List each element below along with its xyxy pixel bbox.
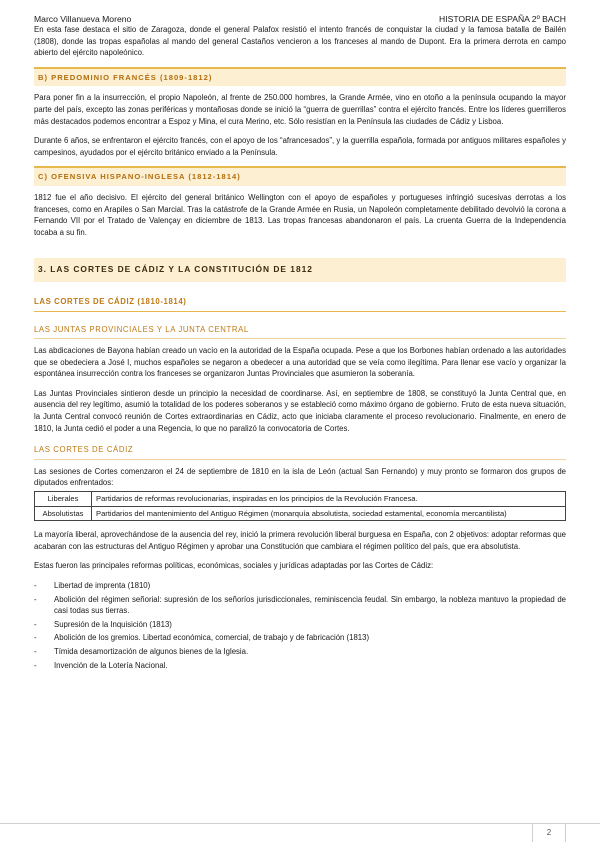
document-body: [34, 24, 566, 673]
description-cell: Partidarios de reformas revolucionarias, inspiradas en los principios de la Revolución Francesa.: [92, 492, 566, 507]
page-footer-rule: [0, 823, 600, 838]
intro-paragraph: En esta fase destaca el sitio de Zaragoza, donde el general Palafox resistió el intento francés de conquistar la ciudad y la famosa batalla de Bailén (1808), donde las tropas españolas al mando del general Castaños vencieron a los franceses al mando de Dupont. Era la primera derrota en campo abierto del ejército napoleónico.: [34, 25, 566, 58]
section-heading-c: C) OFENSIVA HISPANO-INGLESA (1812-1814): [34, 166, 566, 186]
deputies-table: [34, 491, 566, 521]
chapter-heading: 3. LAS CORTES DE CÁDIZ Y LA CONSTITUCIÓN DE 1812: [34, 258, 566, 282]
paragraph: Las abdicaciones de Bayona habían creado un vacío en la autoridad de la España ocupada. Pese a que los Borbones habían ordenado a las autoridades que se obedeciera a José I, muchos españoles se negaron a obedecer a una autoridad que se veía como ilegítima. Para llenar ese vacío y organizar la espontánea insurrección contra los franceses se organizaron Juntas Provinciales que asumieron la soberanía.: [34, 346, 566, 379]
group-cell: Absolutistas: [35, 506, 92, 521]
paragraph: 1812 fue el año decisivo. El ejército del general británico Wellington con el apoyo de españoles y portugueses infringió sucesivas derrotas a los franceses, como en Arapiles o San Marcial. Tras la catástrofe de la Grande Armée en Rusia, un Napoleón completamente debilitado devolvió la corona a Fernando VII por el Tratado de Valençay en diciembre de 1813. Las tropas francesas abandonaron el país. La cruenta Guerra de la Independencia tocaba a su fin.: [34, 192, 566, 237]
description-cell: Partidarios del mantenimiento del Antiguo Régimen (monarquía absolutista, sociedad estamental, economía mercantilista): [92, 506, 566, 521]
list-item: - Tímida desamortización de algunos bienes de la Iglesia.: [34, 646, 566, 658]
paragraph: La mayoría liberal, aprovechándose de la ausencia del rey, inició la primera revolución liberal burguesa en España, con 2 objetivos: adoptar reformas que acabaran con las estructuras del Antiguo Régimen y aprobar una Constitución que cambiara el régimen político del país, que era absolutista.: [34, 530, 566, 551]
section-heading-b: B) PREDOMINIO FRANCÉS (1809-1812): [34, 67, 566, 87]
list-item: - Supresión de la Inquisición (1813): [34, 619, 566, 631]
group-cell: Liberales: [35, 492, 92, 507]
paragraph: Estas fueron las principales reformas políticas, económicas, sociales y jurídicas adaptadas por las Cortes de Cádiz:: [34, 561, 434, 571]
list-item: - Libertad de imprenta (1810): [34, 580, 566, 592]
subheading-cortes-period: LAS CORTES DE CÁDIZ (1810-1814): [34, 294, 566, 312]
subheading-cortes: LAS CORTES DE CÁDIZ: [34, 442, 566, 460]
course-title: HISTORIA DE ESPAÑA 2º BACH: [439, 14, 566, 24]
paragraph: Las Juntas Provinciales sintieron desde un principio la necesidad de coordinarse. Así, en septiembre de 1808, se constituyó la Junta Central que, en ausencia del rey legítimo, asumió la totalidad de los poderes soberanos y se estableció como máximo órgano de gobierno. Fruto de esta nueva situación, la Junta Central convocó reunión de Cortes extraordinarias en Cádiz, acto que iniciaba claramente el proceso revolucionario. Finalmente, en enero de 1810, la Junta cedió el poder a una Regencia, lo que no paralizó la convocatoria de Cortes.: [34, 388, 566, 433]
page-header: [34, 14, 566, 24]
paragraph: Las sesiones de Cortes comenzaron el 24 de septiembre de 1810 en la isla de León (actual San Fernando) y muy pronto se formaron dos grupos de diputados enfrentados:: [34, 466, 566, 488]
page-number: 2: [532, 823, 566, 842]
table-row: [35, 492, 566, 507]
paragraph: Para poner fin a la insurrección, el propio Napoleón, al frente de 250.000 hombres, la Grande Armée, vino en otoño a la península ocupando la mayor parte del país, excepto las zonas periféricas y montañosas donde se inició la “guerra de guerrillas” contra el ejército francés. Entre los líderes guerrilleros más destacados podemos encontrar a Espoz y Mina, el cura Merino, etc. Sólo resistían en la Península las ciudades de Cádiz y Lisboa.: [34, 93, 566, 126]
subheading-juntas: LAS JUNTAS PROVINCIALES Y LA JUNTA CENTRAL: [34, 322, 566, 340]
paragraph: Durante 6 años, se enfrentaron el ejército francés, con el apoyo de los “afrancesados”, y la guerrilla española, formada por antiguos militares españoles y campesinos, ayudados por el ejército británico enviado a la Península.: [34, 136, 566, 157]
list-item: - Invención de la Lotería Nacional.: [34, 660, 566, 672]
reforms-list: [34, 580, 566, 671]
author-name: Marco Villanueva Moreno: [34, 14, 132, 24]
table-row: [35, 506, 566, 521]
list-item: - Abolición del régimen señorial: supresión de los señoríos jurisdiccionales, reminiscencia feudal. Sin embargo, la nobleza mantuvo la propiedad de casi todas sus tierras.: [34, 594, 566, 617]
list-item: - Abolición de los gremios. Libertad económica, comercial, de trabajo y de fabricación (1813): [34, 632, 566, 644]
